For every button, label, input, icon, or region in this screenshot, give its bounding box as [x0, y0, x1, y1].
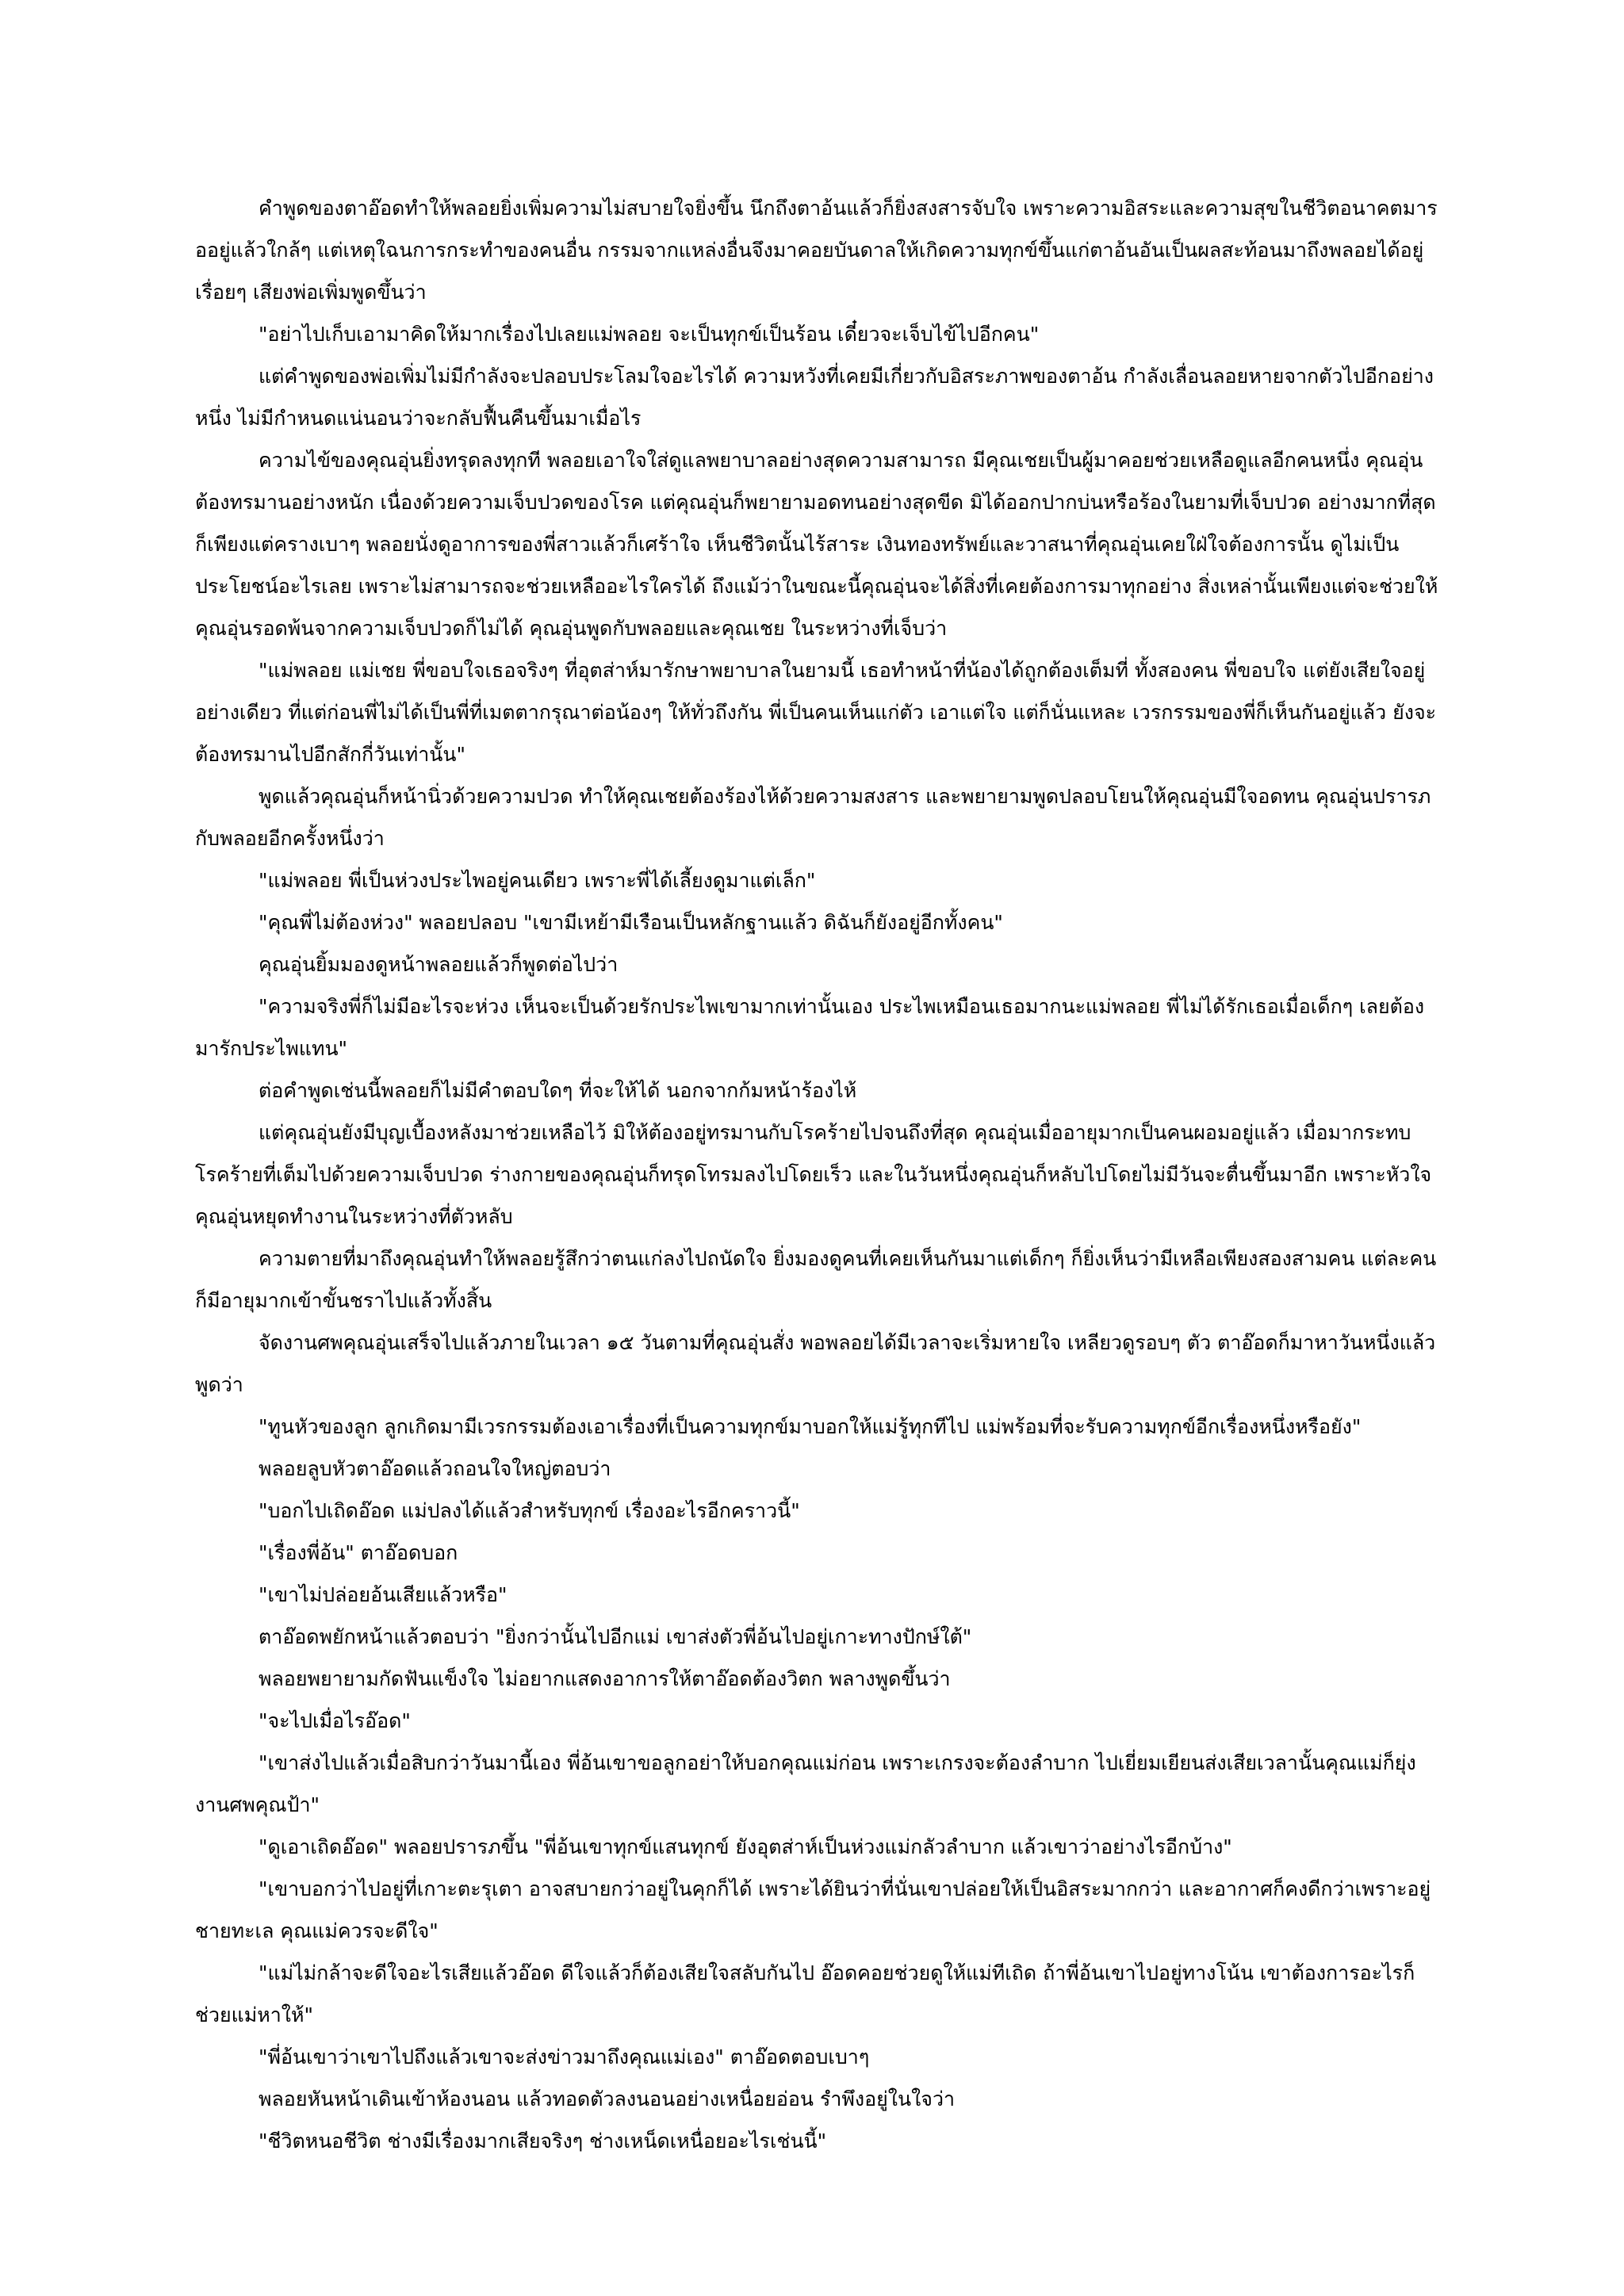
paragraph: "ทูนหัวของลูก ลูกเกิดมามีเวรกรรมต้องเอาเรื่องที่เป็นความทุกข์มาบอกให้แม่รู้ทุกทีไป แม่พร้อมที่จะรับความทุกข์อีกเรื่องหนึ่งหรือยัง"	[259, 1415, 1362, 1438]
paragraph: แต่คำพูดของพ่อเพิ่มไม่มีกำลังจะปลอบประโลมใจอะไรได้ ความหวังที่เคยมีเกี่ยวกับอิสระภาพของตาอ้น กำลังเลื่อนลอยหายจากตัวไปอีกอย่างหนึ่ง ไม่มีกำหนดแน่นอนว่าจะกลับฟื้นคืนขึ้นมาเมื่อไร	[195, 365, 1434, 430]
paragraph: "ชีวิตหนอชีวิต ช่างมีเรื่องมากเสียจริงๆ ช่างเหน็ดเหนื่อยอะไรเช่นนี้"	[259, 2130, 827, 2152]
paragraph: จัดงานศพคุณอุ่นเสร็จไปแล้วภายในเวลา ๑๕ วันตามที่คุณอุ่นสั่ง พอพลอยได้มีเวลาจะเริ่มหายใจ เหลียวดูรอบๆ ตัว ตาอ๊อดก็มาหาวันหนึ่งแล้วพูดว่า	[195, 1331, 1436, 1396]
paragraph: "จะไปเมื่อไรอ๊อด"	[259, 1709, 411, 1732]
paragraph: คุณอุ่นยิ้มมองดูหน้าพลอยแล้วก็พูดต่อไปว่า	[259, 953, 619, 976]
paragraph: "เขาไม่ปล่อยอ้นเสียแล้วหรือ"	[259, 1583, 508, 1606]
paragraph: ความไข้ของคุณอุ่นยิ่งทรุดลงทุกที พลอยเอาใจใส่ดูแลพยาบาลอย่างสุดความสามารถ มีคุณเชยเป็นผู้มาคอยช่วยเหลือดูแลอีกคนหนึ่ง คุณอุ่นต้องทรมานอย่างหนัก เนื่องด้วยความเจ็บปวดของโรค แต่คุณอุ่นก็พยายามอดทนอย่างสุดขีด มิได้ออกปากบ่นหรือร้องในยามที่เจ็บปวด อย่างมากที่สุดก็เพียงแต่ครางเบาๆ พลอยนั่งดูอาการของพี่สาวแล้วก็เศร้าใจ เห็นชีวิตนั้นไร้สาระ เงินทองทรัพย์และวาสนาที่คุณอุ่นเคยใฝ่ใจต้องการนั้น ดูไม่เป็นประโยชน์อะไรเลย เพราะไม่สามารถจะช่วยเหลืออะไรใครได้ ถึงแม้ว่าในขณะนี้คุณอุ่นจะได้สิ่งที่เคยต้องการมาทุกอย่าง สิ่งเหล่านั้นเพียงแต่จะช่วยให้คุณอุ่นรอดพ้นจากความเจ็บปวดก็ไม่ได้ คุณอุ่นพูดกับพลอยและคุณเชย ในระหว่างที่เจ็บว่า	[195, 449, 1438, 640]
paragraph: "อย่าไปเก็บเอามาคิดให้มากเรื่องไปเลยแม่พลอย จะเป็นทุกข์เป็นร้อน เดี๋ยวจะเจ็บไข้ไปอีกคน"	[259, 323, 1040, 346]
paragraph: ตาอ๊อดพยักหน้าแล้วตอบว่า "ยิ่งกว่านั้นไปอีกแม่ เขาส่งตัวพี่อ้นไปอยู่เกาะทางปักษ์ใต้"	[259, 1625, 972, 1648]
paragraph: พลอยลูบหัวตาอ๊อดแล้วถอนใจใหญ่ตอบว่า	[259, 1457, 611, 1480]
paragraph: พูดแล้วคุณอุ่นก็หน้านิ่วด้วยความปวด ทำให้คุณเชยต้องร้องไห้ด้วยความสงสาร และพยายามพูดปลอบโยนให้คุณอุ่นมีใจอดทน คุณอุ่นปรารภกับพลอยอีกครั้งหนึ่งว่า	[195, 785, 1431, 850]
paragraph: ความตายที่มาถึงคุณอุ่นทำให้พลอยรู้สึกว่าตนแก่ลงไปถนัดใจ ยิ่งมองดูคนที่เคยเห็นกันมาแต่เด็กๆ ก็ยิ่งเห็นว่ามีเหลือเพียงสองสามคน แต่ละคนก็มีอายุมากเข้าขั้นชราไปแล้วทั้งสิ้น	[195, 1247, 1437, 1312]
paragraph: คำพูดของตาอ๊อดทำให้พลอยยิ่งเพิ่มความไม่สบายใจยิ่งขึ้น นึกถึงตาอ้นแล้วก็ยิ่งสงสารจับใจ เพราะความอิสระและความสุขในชีวิตอนาคตมารออยู่แล้วใกล้ๆ แต่เหตุใฉนการกระทำของคนอื่น กรรมจากแหล่งอื่นจึงมาคอยบันดาลให้เกิดความทุกข์ขึ้นแก่ตาอ้นอันเป็นผลสะท้อนมาถึงพลอยได้อยู่เรื่อยๆ เสียงพ่อเพิ่มพูดขึ้นว่า	[195, 197, 1438, 304]
paragraph: "แม่พลอย แม่เชย พี่ขอบใจเธอจริงๆ ที่อุตส่าห์มารักษาพยาบาลในยามนี้ เธอทำหน้าที่น้องได้ถูกต้องเต็มที่ ทั้งสองคน พี่ขอบใจ แต่ยังเสียใจอยู่อย่างเดียว ที่แต่ก่อนพี่ไม่ได้เป็นพี่ที่เมตตากรุณาต่อน้องๆ ให้ทั่วถึงกัน พี่เป็นคนเห็นแก่ตัว เอาแต่ใจ แต่ก็นั่นแหละ เวรกรรมของพี่ก็เห็นกันอยู่แล้ว ยังจะต้องทรมานไปอีกสักกี่วันเท่านั้น"	[195, 659, 1437, 766]
paragraph: "คุณพี่ไม่ต้องห่วง" พลอยปลอบ "เขามีเหย้ามีเรือนเป็นหลักฐานแล้ว ดิฉันก็ยังอยู่อีกทั้งคน"	[259, 911, 1003, 934]
paragraph: แต่คุณอุ่นยังมีบุญเบื้องหลังมาช่วยเหลือไว้ มิให้ต้องอยู่ทรมานกับโรคร้ายไปจนถึงที่สุด คุณอุ่นเมื่ออายุมากเป็นคนผอมอยู่แล้ว เมื่อมากระทบโรคร้ายที่เต็มไปด้วยความเจ็บปวด ร่างกายของคุณอุ่นก็ทรุดโทรมลงไปโดยเร็ว และในวันหนึ่งคุณอุ่นก็หลับไปโดยไม่มีวันจะตื่นขึ้นมาอีก เพราะหัวใจคุณอุ่นหยุดทำงานในระหว่างที่ตัวหลับ	[195, 1121, 1432, 1228]
paragraph: "พี่อ้นเขาว่าเขาไปถึงแล้วเขาจะส่งข่าวมาถึงคุณแม่เอง" ตาอ๊อดตอบเบาๆ	[259, 2045, 870, 2068]
paragraph: "เรื่องพี่อ้น" ตาอ๊อดบอก	[259, 1541, 458, 1564]
paragraph: "ความจริงพี่ก็ไม่มีอะไรจะห่วง เห็นจะเป็นด้วยรักประไพเขามากเท่านั้นเอง ประไพเหมือนเธอมากนะแม่พลอย พี่ไม่ได้รักเธอเมื่อเด็กๆ เลยต้องมารักประไพแทน"	[195, 995, 1425, 1060]
paragraph: พลอยพยายามกัดฟันแข็งใจ ไม่อยากแสดงอาการให้ตาอ๊อดต้องวิตก พลางพูดขึ้นว่า	[259, 1667, 951, 1690]
paragraph: "เขาส่งไปแล้วเมื่อสิบกว่าวันมานี้เอง พี่อ้นเขาขอลูกอย่าให้บอกคุณแม่ก่อน เพราะเกรงจะต้องลำบาก ไปเยี่ยมเยียนส่งเสียเวลานั้นคุณแม่ก็ยุ่งงานศพคุณป้า"	[195, 1751, 1416, 1816]
paragraph: "ดูเอาเถิดอ๊อด" พลอยปรารภขึ้น "พี่อ้นเขาทุกข์แสนทุกข์ ยังอุตส่าห์เป็นห่วงแม่กลัวลำบาก แล้วเขาว่าอย่างไรอีกบ้าง"	[259, 1835, 1232, 1858]
paragraph: ต่อคำพูดเช่นนี้พลอยก็ไม่มีคำตอบใดๆ ที่จะให้ได้ นอกจากก้มหน้าร้องไห้	[259, 1079, 857, 1102]
paragraph: "แม่ไม่กล้าจะดีใจอะไรเสียแล้วอ๊อด ดีใจแล้วก็ต้องเสียใจสลับกันไป อ๊อดคอยช่วยดูให้แม่ทีเถิด ถ้าพี่อ้นเขาไปอยู่ทางโน้น เขาต้องการอะไรก็ช่วยแม่หาให้"	[195, 1961, 1415, 2026]
paragraph: "แม่พลอย พี่เป็นห่วงประไพอยู่คนเดียว เพราะพี่ได้เลี้ยงดูมาแต่เล็ก"	[259, 869, 816, 892]
paragraph: พลอยหันหน้าเดินเข้าห้องนอน แล้วทอดตัวลงนอนอย่างเหนื่อยอ่อน รำพึงอยู่ในใจว่า	[259, 2087, 956, 2110]
paragraph: "บอกไปเถิดอ๊อด แม่ปลงได้แล้วสำหรับทุกข์ เรื่องอะไรอีกคราวนี้"	[259, 1499, 800, 1522]
paragraph: "เขาบอกว่าไปอยู่ที่เกาะตะรุเตา อาจสบายกว่าอยู่ในคุกก็ได้ เพราะได้ยินว่าที่นั่นเขาปล่อยให้เป็นอิสระมากกว่า และอากาศก็คงดีกว่าเพราะอยู่ชายทะเล คุณแม่ควรจะดีใจ"	[195, 1877, 1431, 1942]
